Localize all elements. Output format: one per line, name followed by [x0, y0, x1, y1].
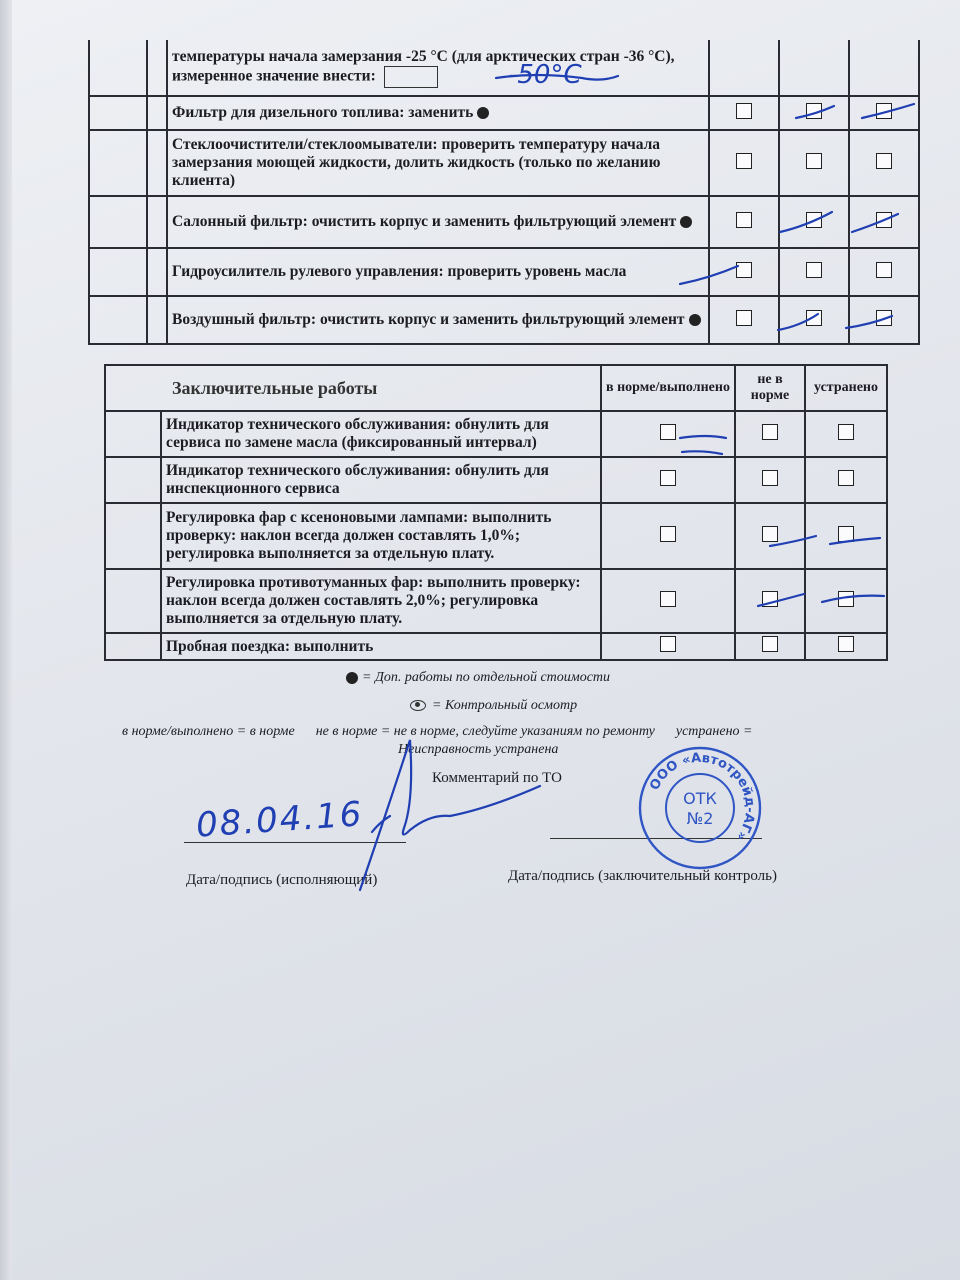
table-row [105, 633, 887, 660]
otk-stamp [634, 742, 766, 874]
row-text: Пробная поездка: выполнить [166, 637, 374, 655]
legend-definitions: в норме/выполнено = в норме не в норме = не в норме, следуйте указаниям по ремонту устранено = [122, 724, 753, 739]
checkbox-fixed[interactable] [876, 212, 892, 228]
stamp-center-number: №2 [686, 809, 714, 828]
executor-label: Дата/подпись (исполняющий) [186, 872, 378, 888]
extra-cost-icon [689, 314, 701, 326]
handwritten-measured-value: -50°C [508, 60, 582, 90]
legend-definitions-cont: Неисправность устранена [398, 742, 559, 757]
checkbox-not-ok[interactable] [762, 591, 778, 607]
checkbox-ok[interactable] [736, 103, 752, 119]
row-text: температуры начала замерзания -25 °C (для арктических стран -36 °C), измеренное значение внести: [172, 47, 675, 85]
checkbox-fixed[interactable] [876, 153, 892, 169]
checkbox-not-ok[interactable] [806, 212, 822, 228]
checkbox-ok[interactable] [736, 153, 752, 169]
checkbox-fixed[interactable] [838, 424, 854, 440]
eye-icon [410, 700, 426, 711]
stamp-center-otk: ОТК [683, 789, 717, 808]
checkbox-fixed[interactable] [838, 470, 854, 486]
legend-visual-check-text: = Контрольный осмотр [432, 698, 578, 713]
row-text: Стеклоочистители/стеклоомыватели: проверить температуру начала замерзания моющей жидкости, долить жидкость (только по желанию клиента) [172, 136, 661, 189]
extra-cost-icon [477, 107, 489, 119]
legend-visual-check [410, 698, 577, 714]
checkbox-not-ok[interactable] [806, 262, 822, 278]
legend-extra-cost-text: = Доп. работы по отдельной стоимости [362, 670, 611, 685]
maintenance-table-top [88, 40, 920, 345]
checkbox-fixed[interactable] [876, 103, 892, 119]
row-text: Индикатор технического обслуживания: обнулить для сервиса по замене масла (фиксированный интервал) [166, 416, 549, 451]
table-row [89, 130, 919, 196]
checkbox-not-ok[interactable] [762, 526, 778, 542]
checkbox-fixed[interactable] [838, 526, 854, 542]
section-title: Заключительные работы [172, 377, 378, 398]
table-row [89, 296, 919, 344]
checkbox-not-ok[interactable] [762, 470, 778, 486]
table-row [105, 569, 887, 633]
stamp-ring-text: ООО «Автотрейд-АГ» [647, 750, 758, 844]
checkbox-ok[interactable] [660, 636, 676, 652]
table-row [89, 248, 919, 296]
table-row [105, 503, 887, 569]
checkbox-ok[interactable] [660, 526, 676, 542]
checkbox-not-ok[interactable] [806, 153, 822, 169]
table-row [89, 96, 919, 130]
table-row [105, 411, 887, 457]
table-row [105, 457, 887, 503]
table-row [89, 40, 919, 96]
row-text: Индикатор технического обслуживания: обнулить для инспекционного сервиса [166, 462, 549, 497]
checkbox-ok[interactable] [660, 424, 676, 440]
checkbox-fixed[interactable] [876, 310, 892, 326]
checkbox-ok[interactable] [660, 470, 676, 486]
final-works-table [104, 364, 888, 661]
checkbox-ok[interactable] [736, 310, 752, 326]
column-header-ok: в норме/выполнено [606, 380, 730, 395]
executor-signature [372, 816, 390, 832]
control-label: Дата/подпись (заключительный контроль) [508, 868, 777, 884]
checkbox-not-ok[interactable] [806, 103, 822, 119]
table-row [89, 196, 919, 248]
row-text: Воздушный фильтр: очистить корпус и заменить фильтрующий элемент [172, 311, 685, 328]
measured-value-box[interactable] [384, 66, 438, 88]
paper-edge [0, 0, 12, 1280]
checkbox-ok[interactable] [660, 591, 676, 607]
checkbox-fixed[interactable] [838, 591, 854, 607]
checkbox-not-ok[interactable] [806, 310, 822, 326]
checkbox-not-ok[interactable] [762, 424, 778, 440]
comment-label: Комментарий по ТО [432, 770, 562, 786]
handwritten-date: 08.04.16 [194, 794, 365, 846]
row-text: Регулировка фар с ксеноновыми лампами: выполнить проверку: наклон всегда должен составлять 1,0%; регулировка выполняется за отдельную плату. [166, 509, 552, 562]
extra-cost-icon [346, 672, 358, 684]
legend-extra-cost [346, 670, 610, 686]
checkbox-fixed[interactable] [876, 262, 892, 278]
checkbox-ok[interactable] [736, 212, 752, 228]
column-header-not-ok: не в норме [750, 372, 790, 403]
table-header-row [105, 365, 887, 411]
extra-cost-icon [680, 216, 692, 228]
column-header-fixed: устранено [814, 380, 878, 395]
checkbox-fixed[interactable] [838, 636, 854, 652]
row-text: Фильтр для дизельного топлива: заменить [172, 104, 474, 121]
row-text: Регулировка противотуманных фар: выполнить проверку: наклон всегда должен составлять 2,0%; регулировка выполняется за отдельную плату. [166, 574, 581, 627]
checkbox-ok[interactable] [736, 262, 752, 278]
row-text: Салонный фильтр: очистить корпус и заменить фильтрующий элемент [172, 213, 677, 230]
checkbox-not-ok[interactable] [762, 636, 778, 652]
row-text: Гидроусилитель рулевого управления: проверить уровень масла [172, 263, 627, 280]
